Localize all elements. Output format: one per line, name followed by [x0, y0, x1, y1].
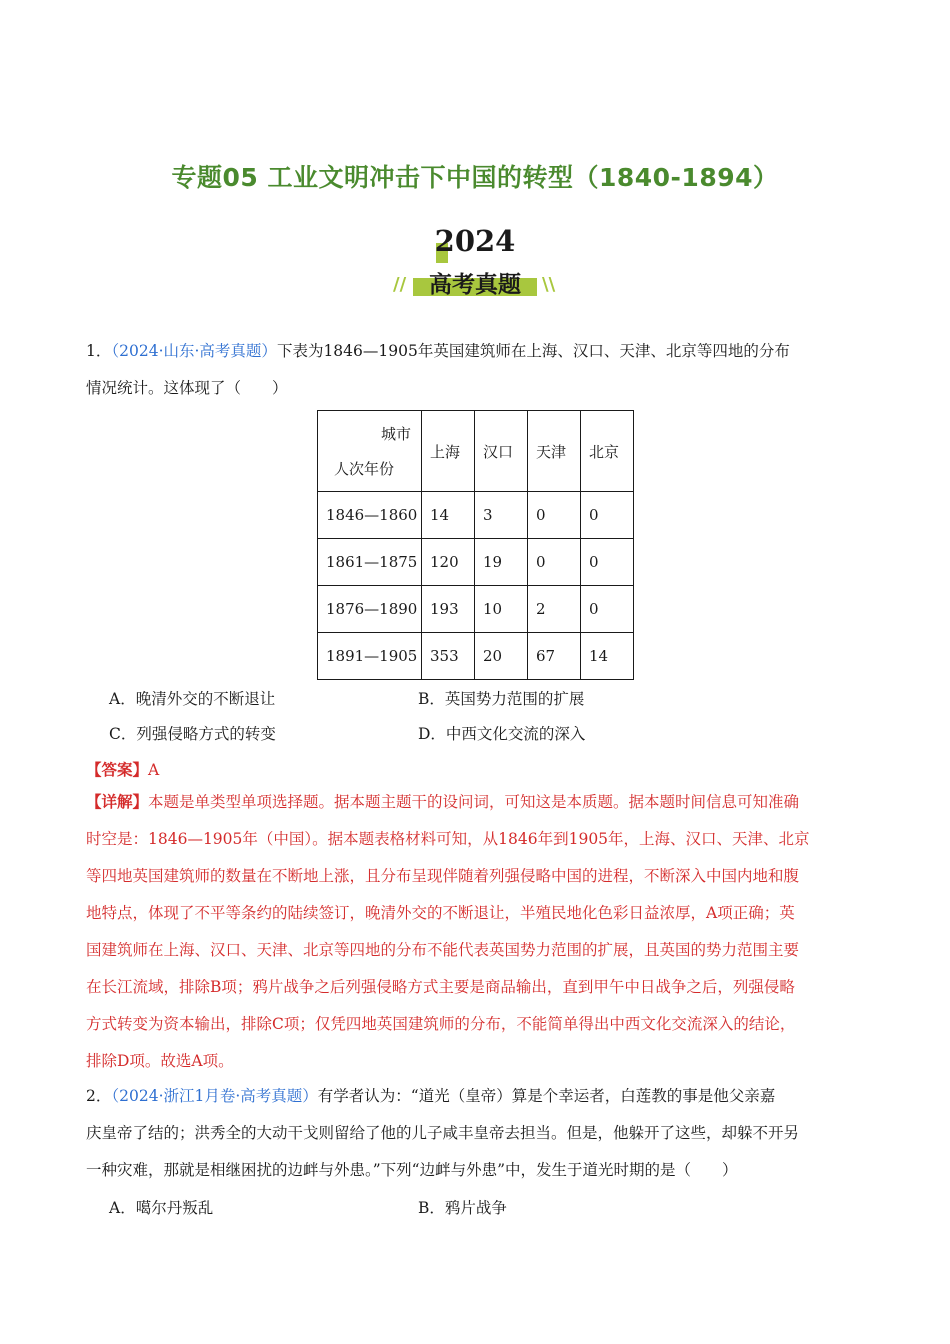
value-cell: 10 [475, 586, 528, 633]
explain-line: 排除D项。故选A项。 [86, 1052, 234, 1070]
q1-option-c[interactable]: C．列强侵略方式的转变 [109, 725, 276, 743]
value-cell: 19 [475, 539, 528, 586]
explain-line: 等四地英国建筑师的数量在不断地上涨，且分布呈现伴随着列强侵略中国的进程，不断深入中国内地和腹 [86, 867, 800, 885]
value-cell: 3 [475, 492, 528, 539]
period-cell: 1876—1890 [318, 586, 422, 633]
value-cell: 0 [581, 586, 634, 633]
answer-tag: 【答案】 [86, 760, 149, 779]
corner-top-label: 城市 [380, 425, 411, 443]
q2-source: （2024·浙江1月卷·高考真题） [111, 1087, 318, 1105]
decor-slash-icon: \\ [542, 274, 556, 295]
value-cell: 14 [422, 492, 475, 539]
explain-line: 本题是单类型单项选择题。据本题主题干的设问词，可知这是本质题。据本题时间信息可知准确 [148, 793, 800, 811]
period-cell: 1891—1905 [318, 633, 422, 680]
table-corner-cell [318, 411, 422, 492]
q2-stem-line2: 庆皇帝了结的；洪秀全的大动干戈则留给了他的儿子咸丰皇帝去担当。但是，他躲开了这些，却躲不开另 [86, 1124, 800, 1142]
year-badge [385, 224, 565, 304]
column-header: 汉口 [475, 411, 528, 492]
column-header: 上海 [422, 411, 475, 492]
decor-slash-icon: // [393, 274, 407, 295]
q2-option-b[interactable]: B．鸦片战争 [418, 1199, 507, 1217]
q1-stem [86, 333, 866, 407]
q1-option-a[interactable]: A．晚清外交的不断退让 [109, 690, 276, 708]
value-cell: 14 [581, 633, 634, 680]
value-cell: 2 [528, 586, 581, 633]
period-cell: 1861—1875 [318, 539, 422, 586]
table-row [318, 633, 634, 680]
architects-table [317, 410, 634, 680]
q1-option-b[interactable]: B．英国势力范围的扩展 [418, 690, 585, 708]
q2-number: 2． [86, 1087, 112, 1105]
q1-source: （2024·山东·高考真题） [111, 342, 277, 360]
table-header-row [318, 411, 634, 492]
table-row [318, 539, 634, 586]
value-cell: 120 [422, 539, 475, 586]
period-cell: 1846—1860 [318, 492, 422, 539]
value-cell: 0 [581, 539, 634, 586]
q1-number: 1． [86, 342, 112, 360]
explain-line: 地特点，体现了不平等条约的陆续签订，晚清外交的不断退让，半殖民地化色彩日益浓厚，A项正确；英 [86, 904, 795, 922]
q1-option-d[interactable]: D．中西文化交流的深入 [418, 725, 586, 743]
explain-line: 时空是：1846—1905年（中国）。据本题表格材料可知，从1846年到1905年，上海、汉口、天津、北京 [86, 830, 810, 848]
q1-stem-line2: 情况统计。这体现了（ ） [86, 379, 288, 397]
q1-stem-line1: 下表为1846—1905年英国建筑师在上海、汉口、天津、北京等四地的分布 [276, 342, 790, 360]
value-cell: 0 [581, 492, 634, 539]
page-title: 专题05 工业文明冲击下中国的转型（1840-1894） [171, 163, 779, 192]
value-cell: 20 [475, 633, 528, 680]
column-header: 北京 [581, 411, 634, 492]
explain-line: 在长江流域，排除B项；鸦片战争之后列强侵略方式主要是商品输出，直到甲午中日战争之后，列强侵略 [86, 978, 795, 996]
q2-stem-line3: 一种灾难，那就是相继困扰的边衅与外患。”下列“边衅与外患”中，发生于道光时期的是（ ） [86, 1161, 738, 1179]
badge-label: 高考真题 [429, 272, 521, 298]
value-cell: 67 [528, 633, 581, 680]
value-cell: 0 [528, 492, 581, 539]
value-cell: 353 [422, 633, 475, 680]
value-cell: 0 [528, 539, 581, 586]
table-row [318, 492, 634, 539]
explain-line: 国建筑师在上海、汉口、天津、北京等四地的分布不能代表英国势力范围的扩展，且英国的势力范围主要 [86, 941, 800, 959]
table-row [318, 586, 634, 633]
column-header: 天津 [528, 411, 581, 492]
answer-value: A [148, 761, 160, 779]
badge-year: 2024 [434, 224, 516, 258]
q2-stem-line1: 有学者认为：“道光（皇帝）算是个幸运者，白莲教的事是他父亲嘉 [317, 1087, 776, 1105]
corner-bottom-label: 人次年份 [334, 460, 395, 478]
explain-tag: 【详解】 [86, 792, 149, 811]
q2-stem [86, 1078, 866, 1189]
q2-option-a[interactable]: A．噶尔丹叛乱 [109, 1199, 214, 1217]
explain-line: 方式转变为资本输出，排除C项；仅凭四地英国建筑师的分布，不能简单得出中西文化交流深入的结论， [86, 1015, 796, 1033]
value-cell: 193 [422, 586, 475, 633]
q1-explanation [86, 783, 866, 1080]
